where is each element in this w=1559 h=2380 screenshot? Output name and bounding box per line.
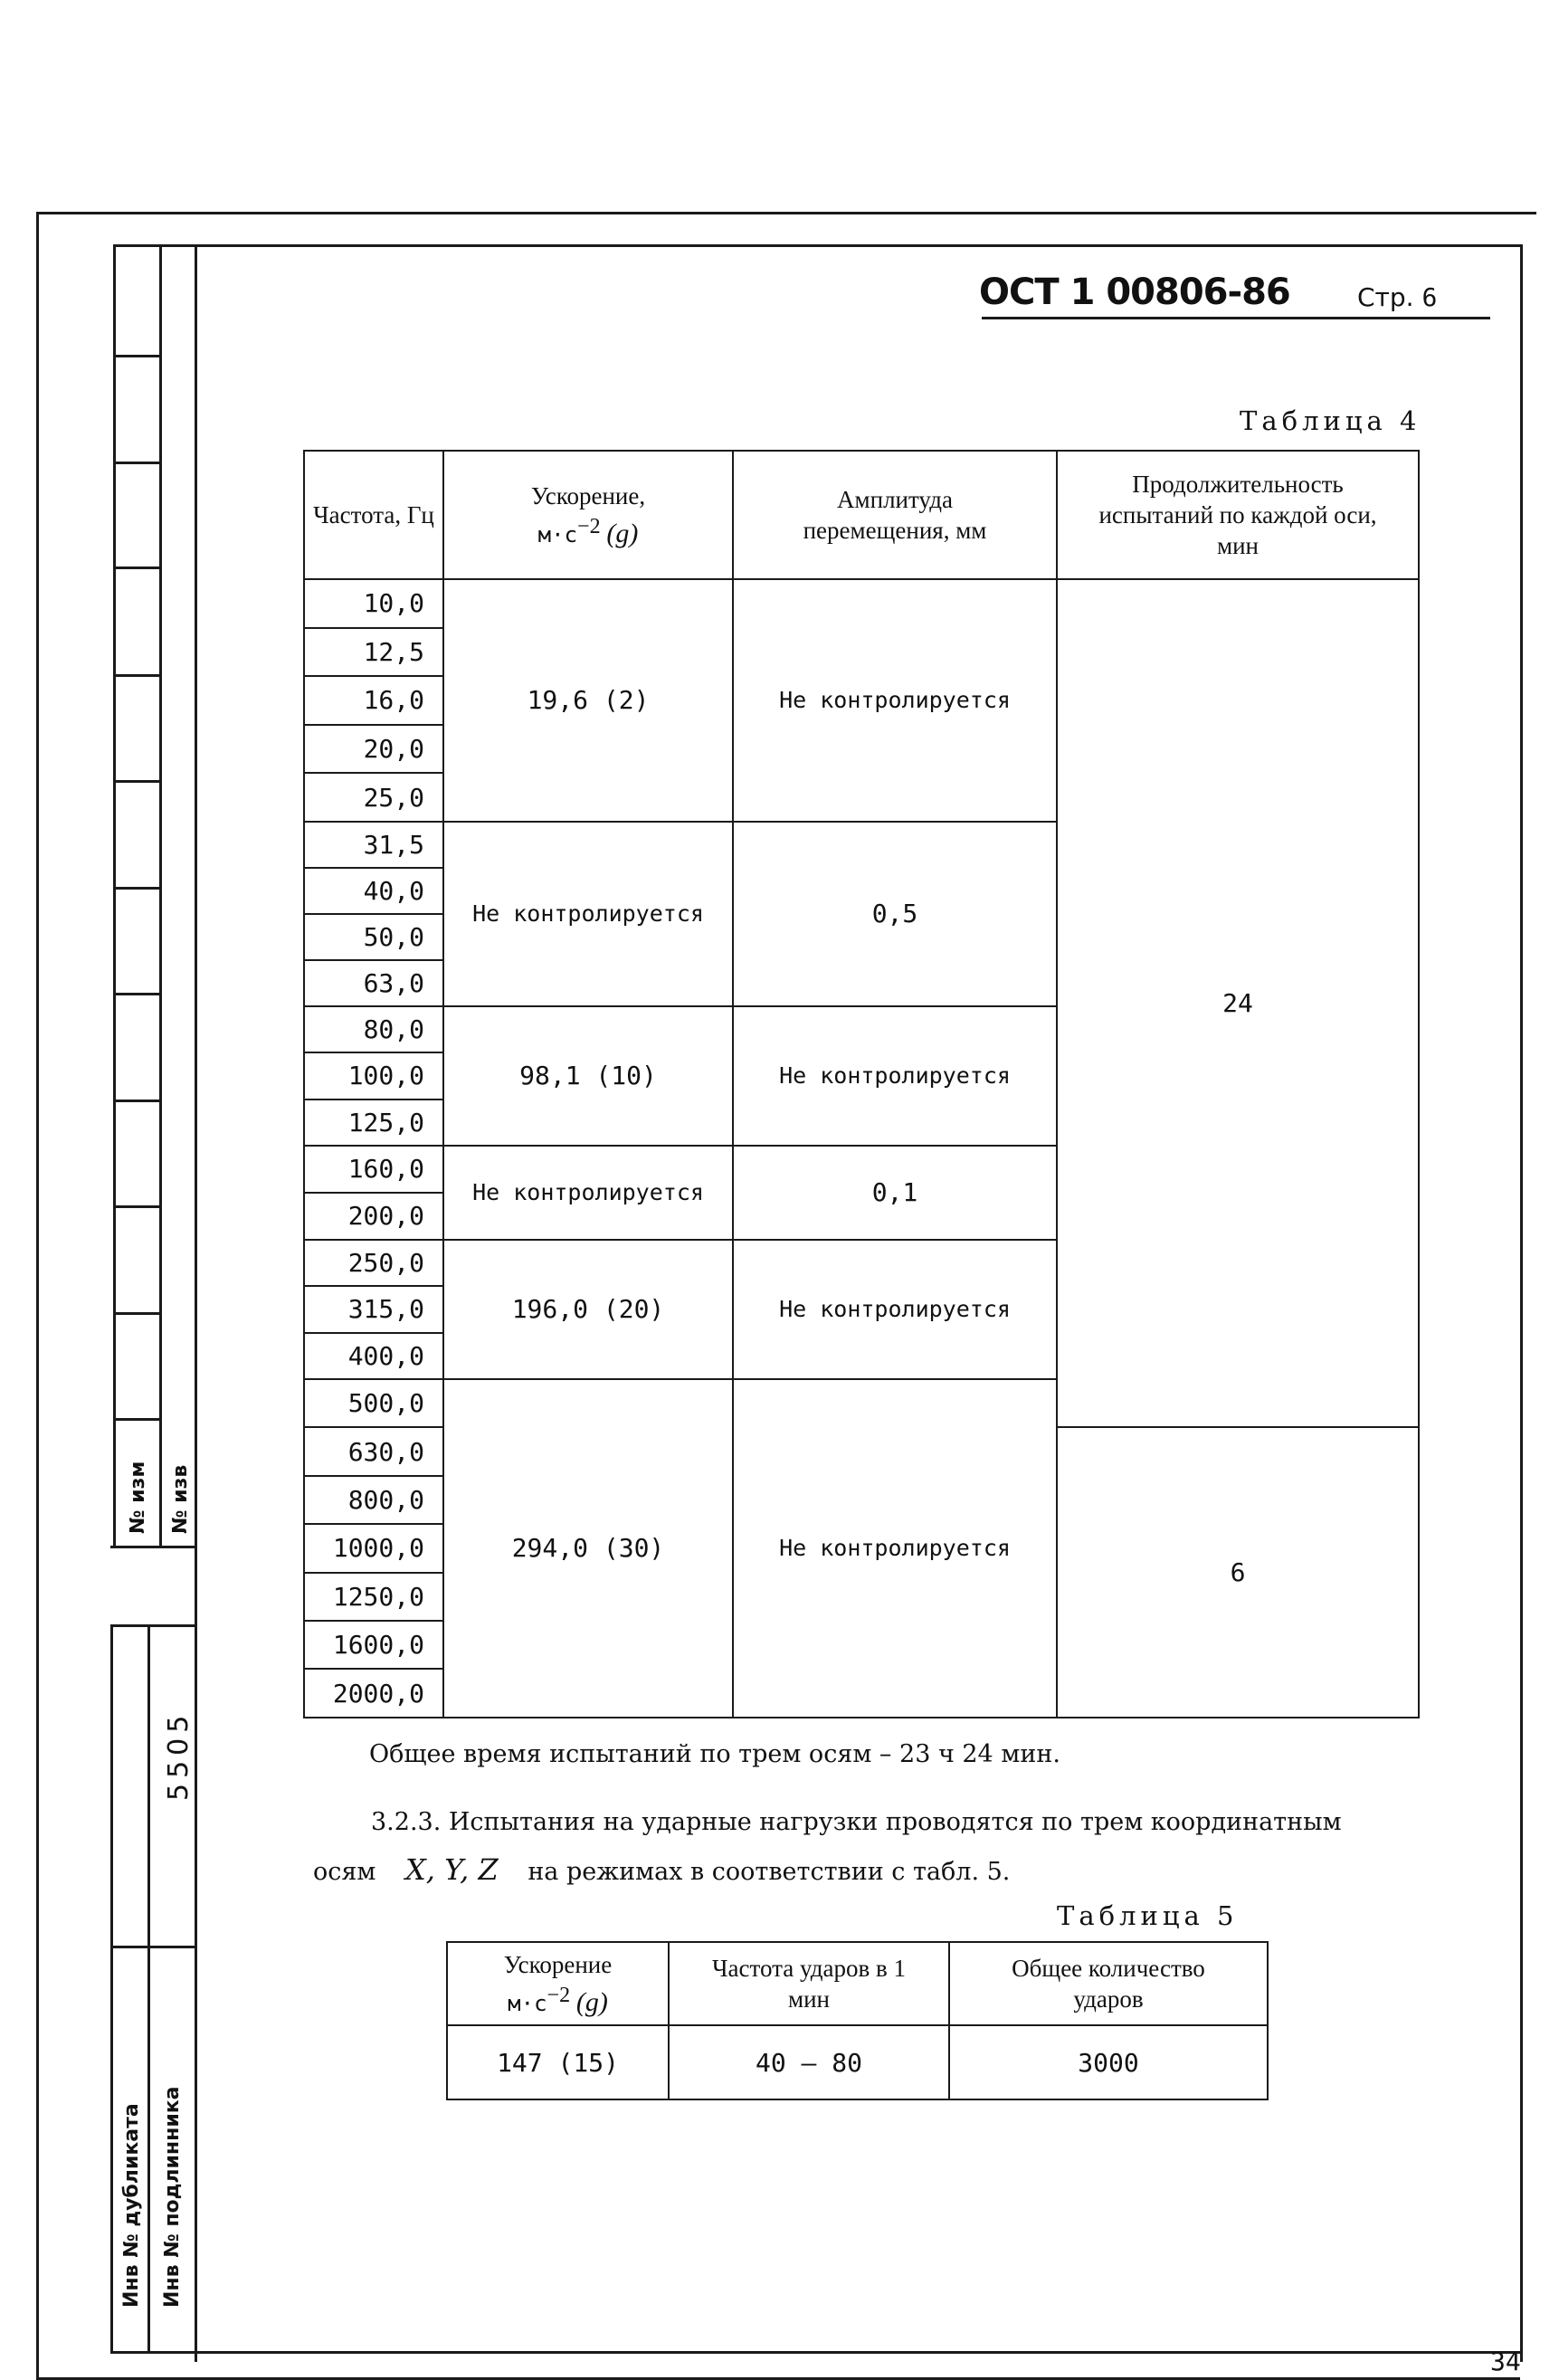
duration-cell: 6 xyxy=(1057,1427,1419,1718)
paragraph-line-2-a: осям xyxy=(313,1858,376,1886)
stamp-col-line-3 xyxy=(110,1624,113,2353)
frequency-cell: 25,0 xyxy=(304,773,443,822)
stamp-row-line xyxy=(113,462,162,464)
table4-caption: Таблица 4 xyxy=(1240,405,1421,436)
inner-frame-left xyxy=(195,244,197,2362)
stamp-row-line xyxy=(113,780,162,783)
frequency-cell: 80,0 xyxy=(304,1006,443,1052)
total-time-text: Общее время испытаний по трем осям – 23 ч 24 мин. xyxy=(369,1740,1060,1768)
t5-header-rate: Частота ударов в 1 мин xyxy=(669,1942,949,2025)
footer-page-number: 34 xyxy=(1490,2347,1521,2376)
amplitude-cell: 0,5 xyxy=(733,822,1057,1006)
amplitude-cell: Не контролируется xyxy=(733,1240,1057,1379)
table5-caption: Таблица 5 xyxy=(1057,1900,1239,1931)
frame-top xyxy=(36,212,1536,214)
header-acceleration-text: Ускорение, xyxy=(530,481,646,509)
doc-code: ОСТ 1 00806-86 xyxy=(979,271,1290,313)
frequency-cell: 50,0 xyxy=(304,914,443,960)
stamp-mid-line xyxy=(110,1946,197,1948)
header-acceleration-g: (g) xyxy=(606,518,639,548)
stamp-col-line-4 xyxy=(147,1624,150,2353)
stamp-row-line xyxy=(113,1205,162,1208)
frequency-cell: 1250,0 xyxy=(304,1573,443,1621)
stamp-row-line xyxy=(113,887,162,890)
frequency-cell: 160,0 xyxy=(304,1146,443,1193)
frequency-cell: 12,5 xyxy=(304,628,443,677)
frequency-cell: 400,0 xyxy=(304,1333,443,1379)
stamp-col-line-2 xyxy=(159,244,162,1547)
paragraph-line-1: 3.2.3. Испытания на ударные нагрузки проводятся по трем координатным xyxy=(371,1808,1342,1836)
frequency-cell: 800,0 xyxy=(304,1476,443,1524)
paragraph-axes: X, Y, Z xyxy=(405,1852,499,1887)
table4-row xyxy=(304,579,1419,628)
stamp-top-line xyxy=(110,1624,197,1627)
izv-label: № изв xyxy=(169,1464,192,1534)
page-label xyxy=(1357,282,1437,312)
header-duration: Продолжительность испытаний по каждой оси, мин xyxy=(1057,451,1419,579)
header-acceleration-exp: −2 xyxy=(577,514,601,538)
stamp-row-line xyxy=(113,1100,162,1102)
t5-cell-total: 3000 xyxy=(949,2025,1268,2099)
header-acceleration-unit: м·с xyxy=(537,521,578,547)
acceleration-cell: 98,1 (10) xyxy=(443,1006,733,1146)
duration-cell: 24 xyxy=(1057,579,1419,1427)
table4 xyxy=(303,450,1420,1718)
frequency-cell: 1600,0 xyxy=(304,1621,443,1669)
inv-original-value: 5505 xyxy=(163,1709,195,1801)
inv-original-label: Инв № подлинника xyxy=(161,2086,184,2308)
stamp-row-line xyxy=(113,355,162,357)
header-amplitude: Амплитуда перемещения, мм xyxy=(733,451,1057,579)
page-label-text: Стр. xyxy=(1357,282,1414,312)
frequency-cell: 100,0 xyxy=(304,1052,443,1099)
stamp-row-line xyxy=(113,993,162,995)
t5-header-acceleration-g: (g) xyxy=(575,1986,608,2017)
amplitude-cell: Не контролируется xyxy=(733,1379,1057,1718)
t5-header-acceleration-exp: −2 xyxy=(547,1983,571,2007)
stamp-row-line xyxy=(113,1418,162,1421)
izm-label: № изм xyxy=(127,1461,149,1534)
frequency-cell: 20,0 xyxy=(304,725,443,774)
paragraph-line-2-b: на режимах в соответствии с табл. 5. xyxy=(528,1858,1011,1886)
stamp-bottom-line xyxy=(110,1546,197,1548)
acceleration-cell: 294,0 (30) xyxy=(443,1379,733,1718)
frequency-cell: 16,0 xyxy=(304,676,443,725)
acceleration-cell: 196,0 (20) xyxy=(443,1240,733,1379)
stamp-row-line xyxy=(113,566,162,569)
acceleration-cell: Не контролируется xyxy=(443,1146,733,1240)
inner-frame-top xyxy=(116,244,1523,247)
stamp-row-line xyxy=(113,674,162,677)
acceleration-cell: 19,6 (2) xyxy=(443,579,733,822)
frame-left xyxy=(36,212,39,2378)
frequency-cell: 40,0 xyxy=(304,868,443,914)
frequency-cell: 200,0 xyxy=(304,1193,443,1240)
amplitude-cell: Не контролируется xyxy=(733,579,1057,822)
page-number: 6 xyxy=(1421,282,1438,312)
t5-cell-rate: 40 – 80 xyxy=(669,2025,949,2099)
amplitude-cell: 0,1 xyxy=(733,1146,1057,1240)
t5-cell-acceleration: 147 (15) xyxy=(447,2025,669,2099)
inner-frame-right xyxy=(1520,244,1523,2362)
inv-duplicate-label: Инв № дубликата xyxy=(120,2103,143,2308)
stamp-row-line xyxy=(113,1312,162,1315)
frequency-cell: 250,0 xyxy=(304,1240,443,1286)
t5-header-acceleration-unit: м·с xyxy=(508,1990,547,2016)
frequency-cell: 315,0 xyxy=(304,1286,443,1332)
frequency-cell: 125,0 xyxy=(304,1100,443,1146)
header-acceleration xyxy=(443,451,733,579)
acceleration-cell: Не контролируется xyxy=(443,822,733,1006)
frequency-cell: 500,0 xyxy=(304,1379,443,1427)
frequency-cell: 2000,0 xyxy=(304,1669,443,1717)
frequency-cell: 31,5 xyxy=(304,822,443,868)
header-underline xyxy=(982,317,1490,319)
table5 xyxy=(446,1941,1269,2100)
paragraph-line-2 xyxy=(313,1846,1342,1896)
stamp-col-line-1 xyxy=(113,244,116,1547)
frequency-cell: 63,0 xyxy=(304,960,443,1006)
frequency-cell: 10,0 xyxy=(304,579,443,628)
frequency-cell: 1000,0 xyxy=(304,1524,443,1572)
paragraph-3-2-3 xyxy=(313,1799,1342,1896)
amplitude-cell: Не контролируется xyxy=(733,1006,1057,1146)
t5-header-acceleration-text: Ускорение xyxy=(503,1950,613,1978)
t5-header-total: Общее количество ударов xyxy=(949,1942,1268,2025)
inner-frame-bottom xyxy=(110,2351,1522,2354)
t5-header-acceleration xyxy=(447,1942,669,2025)
frequency-cell: 630,0 xyxy=(304,1427,443,1475)
header-frequency: Частота, Гц xyxy=(304,451,443,579)
